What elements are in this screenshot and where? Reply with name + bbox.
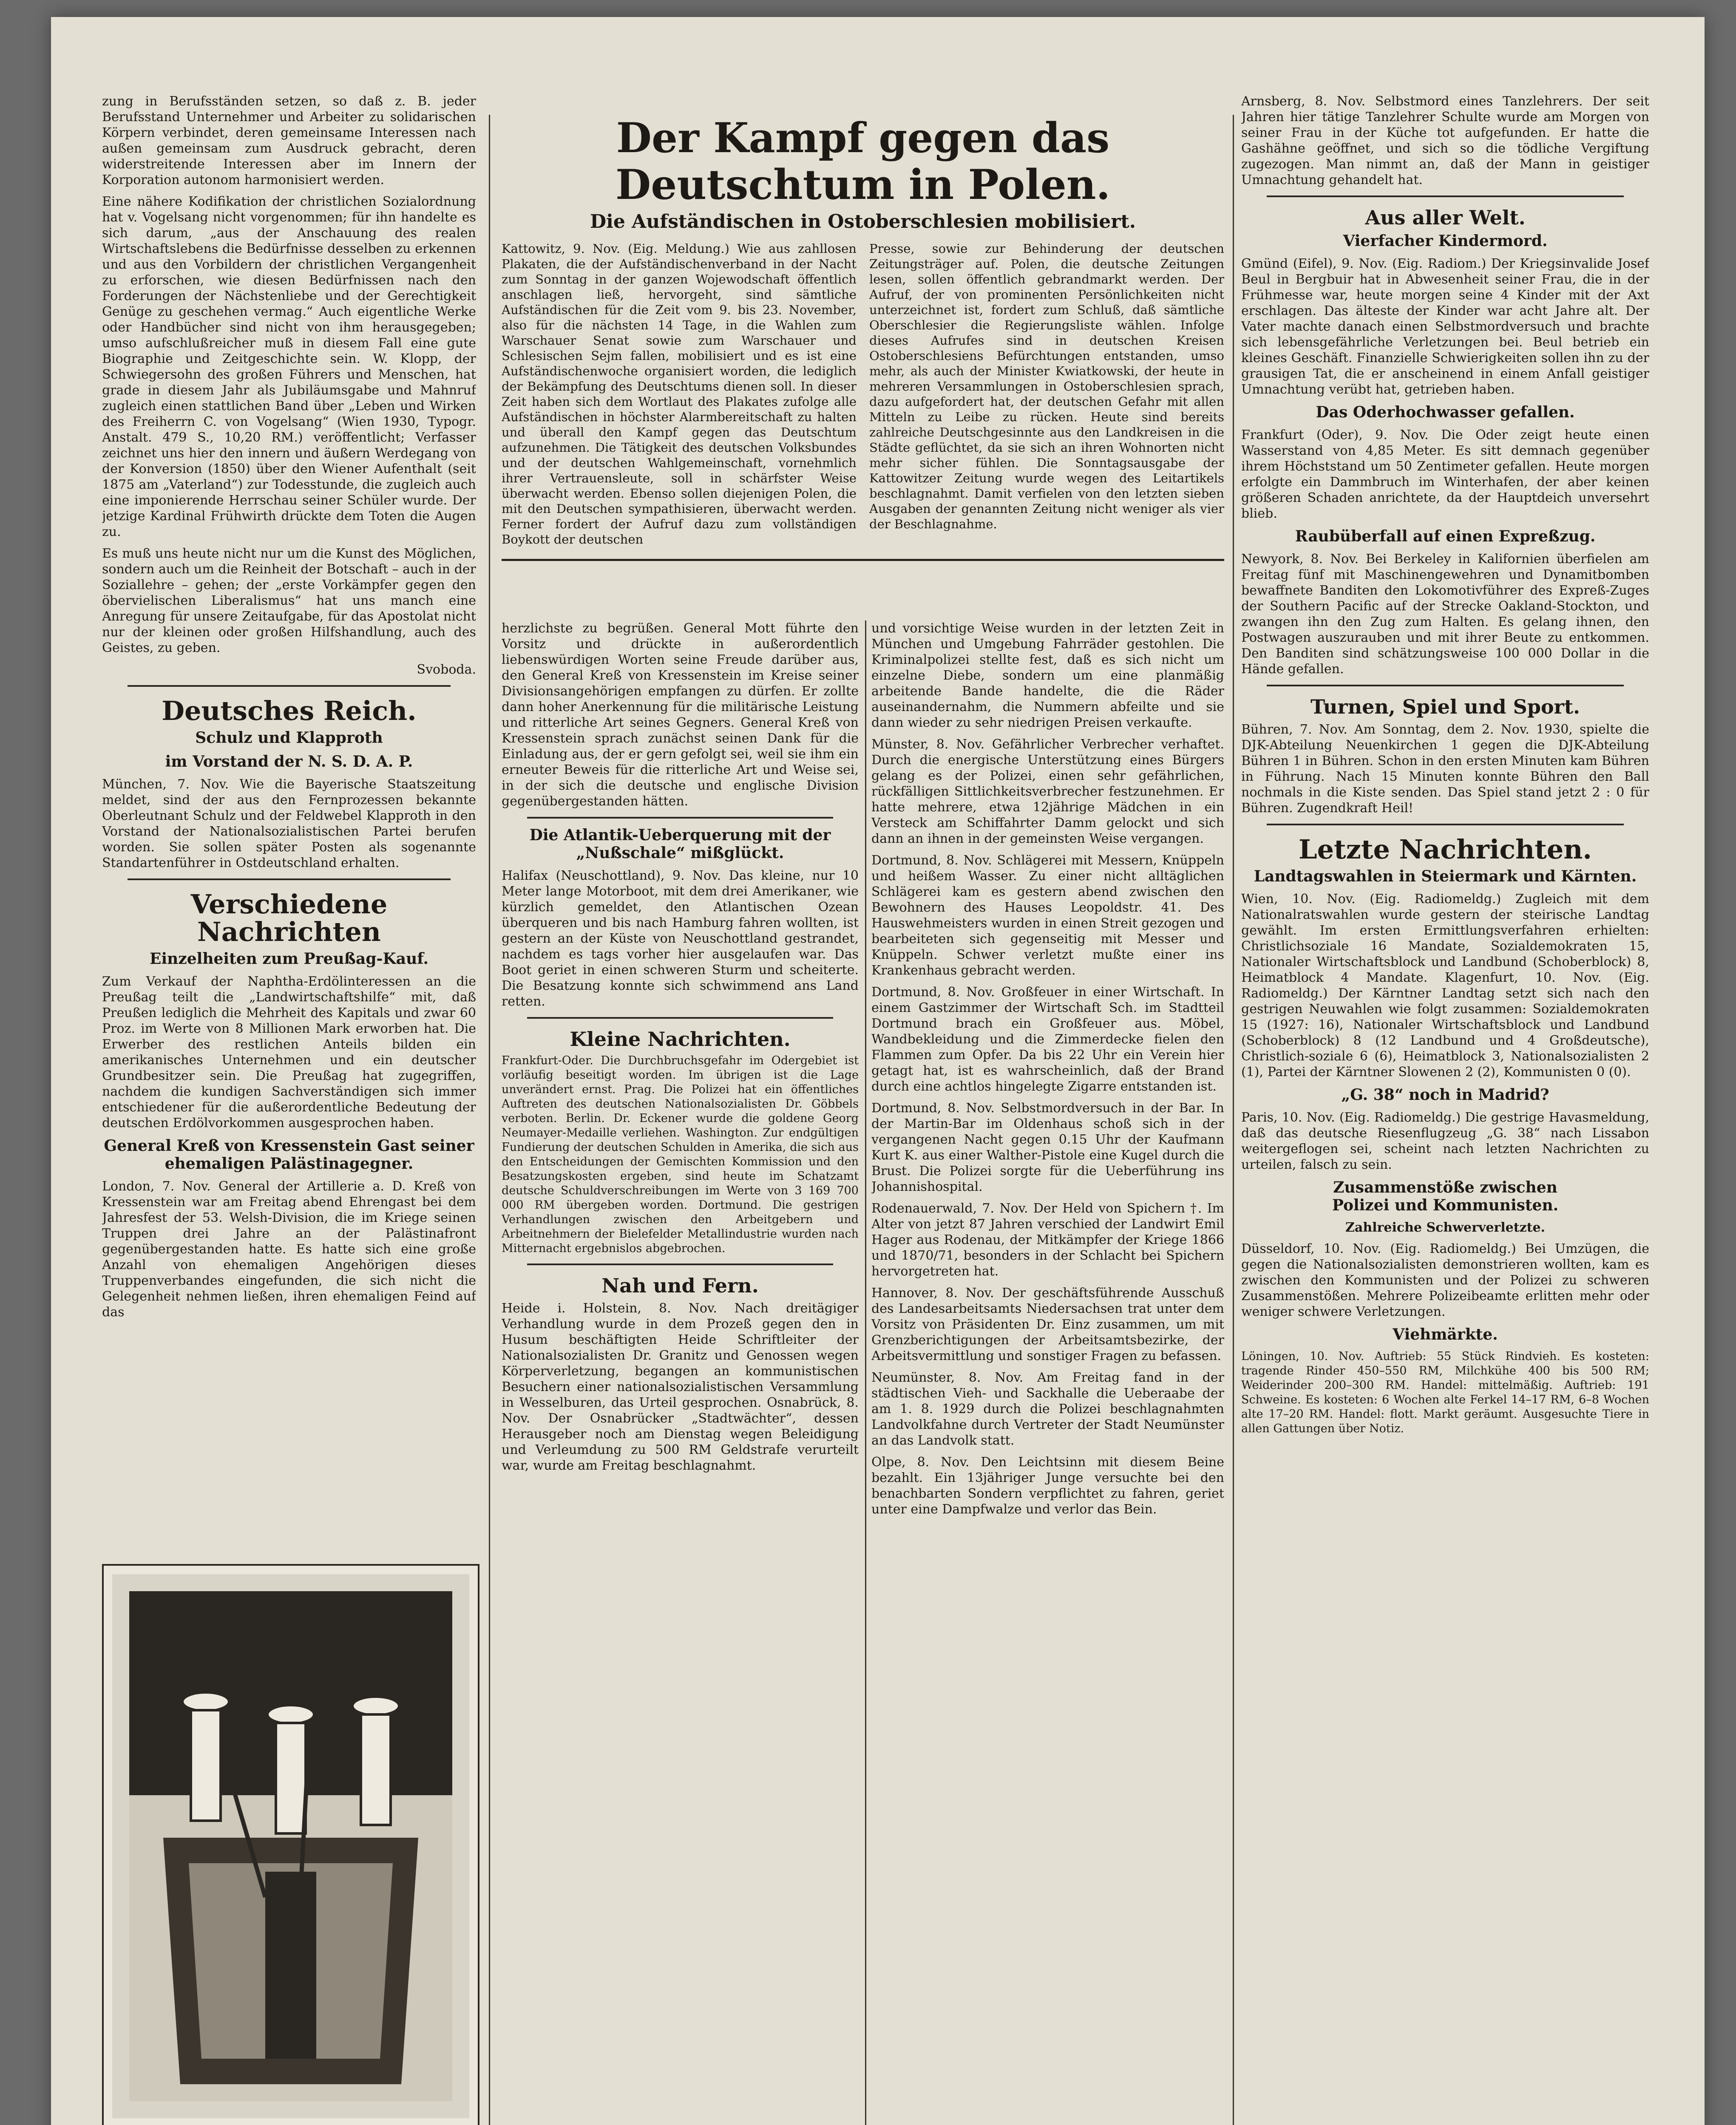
divider (1267, 196, 1624, 197)
article-text: Kattowitz, 9. Nov. (Eig. Meldung.) Wie aus zahllosen Plakaten, die der Aufständischenverband in der Nacht zum Sonntag in der ganzen Wojewodschaft öffentlich anschlagen ließ, hervorgeht, sind sämtliche Aufständischen für die Zeit vom 9. bis 23. November, also für die nächsten 14 Tage, in die Wahlen zum Warschauer Senat sowie zum Warschauer und Schlesischen Sejm fallen, mobilisiert und es ist eine Aufständischenwoche organisiert worden, die lediglich der Bekämpfung des Deutschtums dienen soll. In dieser Zeit haben sich dem Wortlaut des Plakates zufolge alle Aufständischen in höchster Alarmbereitschaft zu halten und überall den Kampf gegen das Deutschtum aufzunehmen. Die Tätigkeit des deutschen Volksbundes und der deutschen Wahlgemeinschaft, vornehmlich ihrer Vertrauensleute, soll in schärfster Weise überwacht werden. Ebenso sollen diejenigen Polen, die mit den Deutschen sympathisieren, überwacht werden. Ferner fordert der Aufruf dazu zum vollständigen Boykott der deutschen (502, 241, 857, 547)
section-heading-letzte: Letzte Nachrichten. (1298, 833, 1592, 865)
divider (502, 559, 1224, 561)
article-text: Münster, 8. Nov. Gefährlicher Verbrecher verhaftet. Durch die energische Unterstützung eines Bürgers gelang es der Polizei, einen sehr gefährlichen, rückfälligen Sittlichkeitsverbrecher festzunehmen. Er hatte mehrere, etwa 12jährige Mädchen in ein Versteck am Schiffahrter Damm gelockt und sich dann an ihnen in der gemeinsten Weise vergangen. (871, 737, 1224, 846)
article-subheading: Polizei und Kommunisten. (1332, 1196, 1559, 1214)
article-text: Olpe, 8. Nov. Den Leichtsinn mit diesem Beine bezahlt. Ein 13jähriger Junge versuchte bei den benachbarten Sondern verpflichtet zu fahren, geriet unter eine Dampfwalze und verlor das Bein. (871, 1455, 1224, 1517)
section-heading-sport: Turnen, Spiel und Sport. (1310, 695, 1580, 719)
column-divider (1233, 115, 1234, 2125)
article-text: Hannover, 8. Nov. Der geschäftsführende Ausschuß des Landesarbeitsamts Niedersachsen trat unter dem Vorsitz von Präsidenten Dr. Einz zusammen, um mit Grenzberichtigungen der Arbeitsamtsbezirke, der Arbeitsvermittlung und sonstiger Fragen zu befassen. (871, 1286, 1224, 1363)
divider (128, 878, 451, 880)
article-subheading: „G. 38“ noch in Madrid? (1341, 1085, 1549, 1104)
article-text: München, 7. Nov. Wie die Bayerische Staatszeitung meldet, sind der aus den Fernprozessen bekannte Oberleutnant Schulz und der Feldwebel Klapproth in den Vorstand der Nationalsozialistischen Partei berufen worden. Sie sollen später Posten als sogenannte Standartenführer in Ostdeutschland erhalten. (102, 777, 476, 871)
article-text: Wien, 10. Nov. (Eig. Radiomeldg.) Zugleich mit dem Nationalratswahlen wurde gestern der steirische Landtag gewählt. Im ersten Ermittlungsverfahren erhielten: Christlichsoziale 16 Mandate, Sozialdemokraten 15, Nationaler Wirtschaftsblock und Landbund (Schoberblock) 8, Heimatblock 4 Mandate. Klagenfurt, 10. Nov. (Eig. Radiomeldg.) Der Kärntner Landtag setzt sich nach den gestrigen Neuwahlen wie folgt zusammen: Sozialdemokraten 15 (1927: 16), Nationaler Wirtschaftsblock und Landbund (Schoberblock) 8 (12 Landbund und 4 Großdeutsche), Christlich-soziale 6 (6), Heimatblock 3, Nationalsozialisten 2 (1), Partei der Kärntner Slowenen 2 (2), Kommunisten 0 (0). (1241, 891, 1649, 1080)
divider (128, 685, 451, 687)
lead-article-header (502, 115, 1224, 567)
column-2b (871, 620, 1224, 1523)
article-text: Frankfurt-Oder. Die Durchbruchsgefahr im Odergebiet ist vorläufig beseitigt worden. Im übrigen ist die Lage unverändert ernst. Prag. Die Polizei hat ein öffentliches Auftreten des deutschen Nationalsozialisten Dr. Göbbels verboten. Berlin. Dr. Eckener wurde die goldene Georg Neumayer-Medaille verliehen. Washington. Zur endgültigen Fundierung der deutschen Schulden in Amerika, die sich aus den Entscheidungen der Gemischten Kommission und den Besatzungskosten ergeben, sind heute im Schatzamt deutsche Schuldverschreibungen im Werte von 3 169 700 000 RM übergeben worden. Dortmund. Die gestrigen Verhandlungen zwischen den Arbeitgebern und Arbeitnehmern der Bielefelder Metallindustrie wurden nach Mitternacht ergebnislos abgebrochen. (502, 1054, 859, 1255)
section-heading-kleine: Kleine Nachrichten. (570, 1028, 791, 1051)
article-text: Dortmund, 8. Nov. Selbstmordversuch in der Bar. In der Martin-Bar im Oldenhaus schoß sich in der vergangenen Nacht gegen 0.15 Uhr der Kaufmann Kurt K. aus einer Walther-Pistole eine Kugel durch die Brust. Die Polizei sorgte für die Ueberführung ins Johannishospital. (871, 1101, 1224, 1194)
divider (527, 1264, 833, 1265)
section-heading-reich: Deutsches Reich. (162, 695, 417, 726)
article-subheading: Landtagswahlen in Steiermark und Kärnten. (1254, 867, 1637, 885)
article-text: Rodenauerwald, 7. Nov. Der Held von Spichern †. Im Alter von jetzt 87 Jahren verschied der Landwirt Emil Hager aus Rodenau, der Mitkämpfer der Kriege 1866 und 1870/71, besonders in der Schlacht bei Spichern hervorgetreten hat. (871, 1201, 1224, 1279)
article-text: zung in Berufsständen setzen, so daß z. B. jeder Berufsstand Unternehmer und Arbeiter zu solidarischen Körpern verbindet, deren gemeinsame Interessen nach außen gemeinsam zum Ausdruck gebracht, deren widerstreitende Interessen aber im Innern der Korporation autonom harmonisiert werden. (102, 94, 476, 187)
newspaper-page (51, 17, 1705, 2125)
lead-article-body (502, 241, 1224, 553)
article-text: herzlichste zu begrüßen. General Mott führte den Vorsitz und drückte in außerordentlich liebenswürdigen Worten seine Freude darüber aus, den General Kreß von Kressenstein im Kreise seiner Divisionsangehörigen empfangen zu dürfen. Er zollte dann hoher Anerkennung für die militärische Leistung und ritterliche Art seines Gegners. General Kreß von Kressenstein sprach zunächst seinen Dank für die Einladung aus, der er gern gefolgt sei, weil sie ihm ein erneuter Beweis für die ritterliche Art und Weise sei, in der sich die deutsche und englische Division gegenübergestanden hätten. (502, 621, 859, 809)
article-subheading: Vierfacher Kindermord. (1343, 232, 1548, 250)
article-text: Bühren, 7. Nov. Am Sonntag, dem 2. Nov. 1930, spielte die DJK-Abteilung Neuenkirchen 1 gegen die DJK-Abteilung Bühren 1 in Bühren. Schon in den ersten Minuten kam Bühren in Führung. Nach 15 Minuten konnte Bühren den Ball nochmals in die Kiste senden. Das Spiel stand jetzt 2 : 0 für Bühren. Zugendkraft Heil! (1241, 722, 1649, 816)
ad-illustration (112, 1574, 469, 2118)
article-text: Paris, 10. Nov. (Eig. Radiomeldg.) Die gestrige Havasmeldung, daß das deutsche Riesenflugzeug „G. 38“ nach Lissabon weitergeflogen sei, scheint nach letzten Nachrichten zu urteilen, falsch zu sein. (1241, 1110, 1649, 1172)
article-text: Halifax (Neuschottland), 9. Nov. Das kleine, nur 10 Meter lange Motorboot, mit dem drei Amerikaner, wie kürzlich gemeldet, den Atlantischen Ozean überqueren und bis nach Hamburg fahren wollten, ist gestern an der Küste von Neuschottland gestrandet, nachdem es tags vorher hier ausgelaufen war. Das Boot geriet in einen schweren Sturm und scheiterte. Die Besatzung konnte sich schwimmend ans Land retten. (502, 868, 859, 1009)
main-subheadline: Die Aufständischen in Ostoberschlesien mobilisiert. (590, 211, 1136, 232)
column-1 (102, 94, 476, 1326)
article-text: Frankfurt (Oder), 9. Nov. Die Oder zeigt heute einen Wasserstand von 4,85 Meter. Es sitt demnach gegenüber ihrem Höchststand um 50 Zentimeter gefallen. Heute morgen erfolgte ein Dammbruch im Winterhafen, der aber keinen größeren Schaden anrichtete, da der Hauptdeich unversehrt blieb. (1241, 428, 1649, 521)
article-subheading: General Kreß von Kressenstein Gast seiner ehemaligen Palästinagegner. (104, 1137, 474, 1173)
article-subheading: Viehmärkte. (1393, 1325, 1498, 1343)
column-divider (489, 115, 490, 2125)
article-text: Presse, sowie zur Behinderung der deutschen Zeitungsträger auf. Polen, die deutsche Zeitungen lesen, sollen öffentlich gebrandmarkt werden. Der Aufruf, der von prominenten Persönlichkeiten nicht unterzeichnet ist, fordert zum Schluß, daß sämtliche Oberschlesier die Regierungsliste wählen. Infolge dieses Aufrufes sind in deutschen Kreisen Ostoberschlesiens Befürchtungen entstanden, umso mehr, als auch der Minister Kwiatkowski, der heute in mehreren Versammlungen in Ostoberschlesien sprach, dazu aufgefordert hat, der deutschen Gefahr mit allen Mitteln zu Leibe zu rücken. Heute sind bereits zahlreiche Deutschgesinnte aus den Landkreisen in die Städte geflüchtet, da sie sich an ihren Wohnorten nicht mehr sicher fühlen. Die Sonntagsausgabe der Kattowitzer Zeitung wurde wegen des Leitartikels beschlagnahmt. Damit verfielen von den letzten sieben Ausgaben der genannten Zeitung nicht weniger als vier der Beschlagnahme. (869, 241, 1224, 531)
article-text: London, 7. Nov. General der Artillerie a. D. Kreß von Kressenstein war am Freitag abend Ehrengast bei dem Jahresfest der 53. Welsh-Division, die im Kriege seinen Truppen drei Jahre an der Palästinafront gegenübergestanden hatte. Es hatte sich eine große Anzahl von ehemaligen Angehörigen dieses Truppenverbandes eingefunden, die sich nicht die Gelegenheit nehmen ließen, ihren ehemaligen Feind auf das (102, 1179, 476, 1320)
divider (527, 1017, 833, 1019)
article-subheading: Zahlreiche Schwerverletzte. (1345, 1220, 1545, 1235)
divider (527, 817, 833, 819)
article-text: Zum Verkauf der Naphtha-Erdölinteressen an die Preußag teilt die „Landwirtschaftshilfe“ mit, daß Preußen lediglich die Mehrheit des Kapitals und zwar 60 Proz. im Werte von 8 Millionen Mark erworben hat. Die Erwerber des restlichen Anteils bilden ein amerikanisches Unternehmen und ein deutscher Grundbesitzer sein. Die Preußag hat zugegriffen, nachdem die kundigen Sachverständigen sich immer entschiedener für die außerordentliche Bedeutung der deutschen Erdölvorkommen ausgesprochen haben. (102, 974, 476, 1131)
article-subheading: im Vorstand der N. S. D. A. P. (165, 753, 413, 771)
article-text: Düsseldorf, 10. Nov. (Eig. Radiomeldg.) Bei Umzügen, die gegen die Nationalsozialisten demonstrieren wollten, kam es zwischen den Kommunisten und der Polizei zu schweren Zusammenstößen. Mehrere Polizeibeamte erlitten mehr oder weniger schwere Verletzungen. (1241, 1241, 1649, 1319)
section-heading-verschiedene: Verschiedene Nachrichten (190, 889, 388, 948)
article-text: Löningen, 10. Nov. Auftrieb: 55 Stück Rindvieh. Es kosteten: tragende Rinder 450–550 RM, Milchkühe 400 bis 500 RM; Weiderinder 200–300 RM. Handel: mittelmäßig. Auftrieb: 191 Schweine. Es kosteten: 6 Wochen alte Ferkel 14–17 RM, 6–8 Wochen alte 17–20 RM. Handel: flott. Markt geräumt. Ausgesuchte Tiere in allen Gattungen über Notiz. (1241, 1349, 1649, 1435)
column-divider (865, 620, 866, 2125)
article-text: Eine nähere Kodifikation der christlichen Sozialordnung hat v. Vogelsang nicht vorgenommen; für ihn handelte es sich darum, „aus der Anschauung des realen Wirtschaftslebens die Bedürfnisse desselben zu erkennen und aus den Vorbildern der christlichen Vergangenheit zu erforschen, wie diesen Bedürfnissen nach den Forderungen der Nächstenliebe und der Gerechtigkeit Genüge zu geschehen vermag.“ Auch eigentliche Werke oder Handbücher sind nicht von ihm herausgegeben; umso aufschlußreicher muß in diesem Fall eine gute Biographie und Zeitgeschichte sein. W. Klopp, der Schwiegersohn des großen Führers und Menschen, hat grade in diesem Jahr als Jubiläumsgabe und Mahnruf zugleich einen stattlichen Band über „Leben und Wirken des Freiherrn C. von Vogelsang“ (Wien 1930, Typogr. Anstalt. 479 S., 10,20 RM.) veröffentlicht; Verfasser zeichnet uns hier den innern und äußern Werdegang von der Konversion (1850) über den Wiener Aufenthalt (seit 1875 am „Vaterland“) zur Todesstunde, die zugleich auch eine imponierende Herrschau seiner Schüler wurde. Der jetzige Kardinal Frühwirth drückte dem Toten die Augen zu. (102, 194, 476, 539)
section-heading-nah: Nah und Fern. (601, 1274, 759, 1298)
article-text: Dortmund, 8. Nov. Großfeuer in einer Wirtschaft. In einem Gastzimmer der Wirtschaft Sch. im Stadtteil Dortmund brach ein Großfeuer aus. Möbel, Wandbekleidung und die Zimmerdecke fielen den Flammen zum Opfer. Da bis 22 Uhr ein Verein hier getagt hat, ist es wahrscheinlich, daß der Brand durch eine achtlos hingelegte Zigarre entstanden ist. (871, 985, 1224, 1094)
main-headline: Der Kampf gegen das Deutschtum in Polen. (616, 115, 1110, 209)
column-3 (1241, 94, 1649, 1442)
article-text: Heide i. Holstein, 8. Nov. Nach dreitägiger Verhandlung wurde in dem Prozeß gegen den in Husum beschäftigten Heide Schriftleiter der Nationalsozialisten Dr. Granitz und Genossen wegen Körperverletzung, begangen an kommunistischen Besuchern einer nationalsozialistischen Versammlung in Wesselburen, das Urteil gesprochen. Osnabrück, 8. Nov. Der Osnabrücker „Stadtwächter“, dessen Herausgeber noch am Dienstag wegen Beleidigung und Verleumdung zu 500 RM Geldstrafe verurteilt war, wurde am Freitag beschlagnahmt. (502, 1300, 859, 1473)
signature: Svoboda. (417, 662, 476, 677)
article-subheading: Zusammenstöße zwischen (1333, 1178, 1557, 1196)
article-text: Gmünd (Eifel), 9. Nov. (Eig. Radiom.) Der Kriegsinvalide Josef Beul in Bergbuir hat in Abwesenheit seiner Frau, die in der Frühmesse war, heute morgen seine 4 Kinder mit der Axt erschlagen. Das älteste der Kinder war acht Jahre alt. Der Vater machte danach einen Selbstmordversuch und brachte sich lebensgefährliche Verletzungen bei. Beul betrieb ein kleines Geschäft. Finanzielle Schwierigkeiten sollen ihn zu der grausigen Tat, die er anscheinend in einem Anfall geistiger Umnachtung verübt hat, getrieben haben. (1241, 256, 1649, 397)
article-text: Newyork, 8. Nov. Bei Berkeley in Kalifornien überfielen am Freitag fünf mit Maschinengewehren und Dynamitbomben bewaffnete Banditen den Lokomotivführer des Expreß-Zuges der Southern Pacific auf der Strecke Oakland-Stockton, und zwangen ihn den Zug zum Halten. Es gelang ihnen, den Postwagen auszurauben und mit ihrer Beute zu entkommen. Den Banditen sind schätzungsweise 100 000 Dollar in die Hände gefallen. (1241, 552, 1649, 677)
article-subheading: Das Oderhochwasser gefallen. (1316, 403, 1575, 422)
article-text: und vorsichtige Weise wurden in der letzten Zeit in München und Umgebung Fahrräder gestohlen. Die Kriminalpolizei stellte fest, daß es sich nicht um einzelne Diebe, sondern um eine planmäßig arbeitende Bande handelte, die die Räder auseinandernahm, die Nummern abfeilte und sie dann wieder zu sehr niedrigen Preisen verkaufte. (871, 621, 1224, 730)
article-text: Arnsberg, 8. Nov. Selbstmord eines Tanzlehrers. Der seit Jahren hier tätige Tanzlehrer Schulte wurde am Morgen von seiner Frau in der Küche tot aufgefunden. Er hatte die Gashähne geöffnet, und sich so die tödliche Vergiftung zugezogen. Man nimmt an, daß der Mann in geistiger Umnachtung gehandelt hat. (1241, 94, 1649, 187)
article-subheading: Schulz und Klapproth (195, 729, 383, 747)
kaffee-hag-advertisement (102, 1564, 479, 2125)
article-text: Es muß uns heute nicht nur um die Kunst des Möglichen, sondern auch um die Reinheit der Botschaft – auch in der Soziallehre – gehen; der „erste Vorkämpfer gegen den öbervielischen Liberalismus“ hat uns manch eine Anregung für unsere Zeitaufgabe, für das Apostolat nicht nur der kleinen oder großen Hilfshandlung, auch des Geistes, zu geben. (102, 546, 476, 655)
column-2a (502, 620, 859, 1479)
article-text: Neumünster, 8. Nov. Am Freitag fand in der städtischen Vieh- und Sackhalle die Ueberaabe der am 1. 8. 1929 durch die Polizei beschlagnahmten Landvolkfahne durch Vertreter der Stadt Neumünster an das Landvolk statt. (871, 1370, 1224, 1448)
article-text: Dortmund, 8. Nov. Schlägerei mit Messern, Knüppeln und heißem Wasser. Zu einer nicht alltäglichen Schlägerei kam es gestern abend zwischen den Bewohnern des Hauses Leopoldstr. 41. Des Hauswehmeisters wurden in einen Streit gezogen und bearbeiteten sich gegenseitig mit Messer und Knüppeln. Schwer verletzt mußte einer ins Krankenhaus gebracht werden. (871, 853, 1224, 978)
section-heading-aller-welt: Aus aller Welt. (1365, 206, 1526, 229)
article-subheading: Die Atlantik-Ueberquerung mit der „Nußschale“ mißglückt. (529, 826, 831, 862)
divider (1267, 824, 1624, 825)
article-subheading: Raubüberfall auf einen Expreßzug. (1295, 527, 1596, 546)
divider (1267, 685, 1624, 686)
article-subheading: Einzelheiten zum Preußag-Kauf. (150, 950, 428, 968)
